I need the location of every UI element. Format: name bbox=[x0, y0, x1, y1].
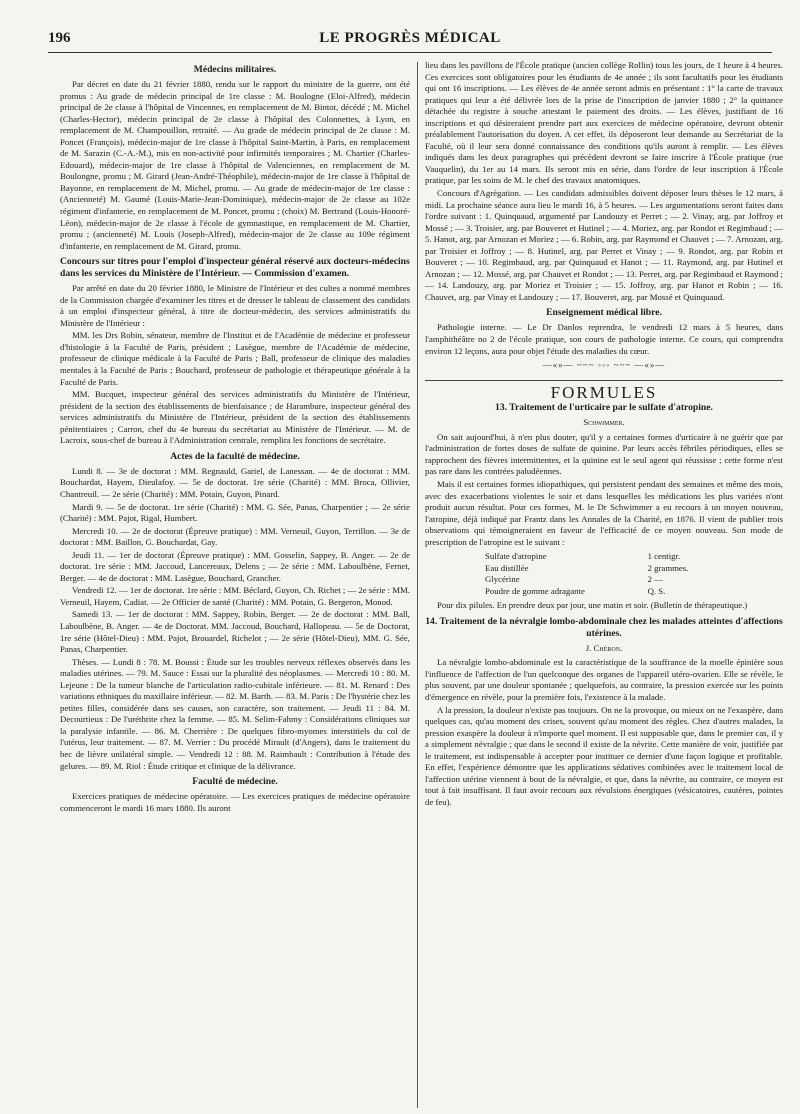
section-heading-concours: Concours sur titres pour l'emploi d'inspecteur général réservé aux docteurs-médecins dans les services du Ministère de l'Intérieur. — Commission d'examen. bbox=[60, 256, 410, 280]
formula-14-title: 14. Traitement de la névralgie lombo-abdominale chez les malades atteintes d'affections utérines. bbox=[425, 615, 783, 639]
section-heading-actes: Actes de la faculté de médecine. bbox=[170, 450, 300, 462]
recipe-row bbox=[485, 586, 715, 598]
recipe-row bbox=[485, 563, 715, 575]
formula-13-title: 13. Traitement de l'urticaire par le sulfate d'atropine. bbox=[495, 402, 713, 414]
faculte-continuation: lieu dans les pavillons de l'École pratique (ancien collège Rollin) tous les jours, de 1 heure à 4 heures. Ces exercices sont obligatoires pour les étudiants de 4e année ; ils sont facultatifs pour les étudiants qui ont 16 inscriptions. — Les élèves de 4e année seront admis en présentant : 1° la carte de travaux pratiques qui leur a été délivrée lors de la prise de l'inscription de janvier 1880 ; 2° la quittance détachée du registre à souche attestant le paiement des droits. — Les élèves, justifiant de 16 inscriptions et qui désireraient prendre part aux exercices de médecine opératoire, devront obtenir préalablement l'autorisation du doyen. A cet effet, ils déposeront leur demande au Secrétariat de la Faculté, où il leur sera donné connaissance des conditions qu'ils auront à remplir. — Les élèves indiqués dans les deux paragraphes qui précèdent devront se faire inscrire à l'École pratique (rue Vauquelin), du 1er au 14 mars. Ils seront mis en série, dans l'ordre de leur inscription à l'École pratique, par les soins de M. le chef des travaux anatomiques. bbox=[425, 60, 783, 186]
agregation-text: Concours d'Agrégation. — Les candidats admissibles doivent déposer leurs thèses le 12 mars, à midi. La prochaine séance aura lieu le mardi 16, à 5 heures. — Les argumentations seront faites dans l'ordre suivant : 1. Quinquaud, argumenté par Landouzy et Perret ; — 2. Vinay, arg. par Joffroy et Mossé ; — 3. Troisier, arg. par Bouveret et Hutinel ; — 4. Moriez, arg. par Rondot et Regimbaud ; — 5. Hanot, arg. par Arnozan et Moriez ; — 6. Robin, arg. par Raymond et Chauvet ; — 7. Arnozan, arg. par Troisier et Joffroy ; — 8. Hutinel, arg. par Perret et Vinay ; — 9. Rondot, arg. par Robin et Bouveret ; — 10. Regimbaud, arg. par Quinquaud et Hanot ; — 11. Raymond, arg. par Hutinel et Arnozan ; — 12. Mossé, arg. par Chauvet et Rondot ; — 13. Perret, arg. par Regimbaud et Raymond ; — 14. Landouzy, arg. par Moriez et Troisier ; — 15. Joffroy, arg. par Hanot et Robin ; — 16. Chauvet, arg. par Vinay et Landouzy ; — 17. Bouveret, arg. par Mossé et Quinquaud. bbox=[425, 188, 783, 302]
recipe-quantity: 2 grammes. bbox=[647, 562, 689, 573]
faculte-text: Exercices pratiques de médecine opératoire. — Les exercices pratiques de médecine opératoire commenceront le mardi 16 mars 1880. Ils auront bbox=[60, 791, 410, 813]
recipe-item: Sulfate d'atropine bbox=[485, 551, 547, 562]
formules-heading: FORMULES bbox=[425, 380, 783, 399]
section-heading-faculte: Faculté de médecine. bbox=[192, 776, 278, 788]
theses-entry: Thèses. — Lundi 8 : 78. M. Boussi : Étude sur les troubles nerveux réflexes observés dans les maladies utérines. — 79. M. Sauce : Essai sur la pluralité des néoplasmes. — Mercredi 10 : 80. M. Lejeune : De la tumeur blanche de l'articulation radio-cubitale inférieure. — 81. M. Renard : Des variations ethniques du maxillaire inférieur. — 82. M. Barth. — 83. M. Paris : De l'hystérie chez les petites filles, considérée dans ses causes, son caractère, son traitement. — Jeudi 11 : 84. M. Decourtieux : De l'uréthrite chez la femme. — 85. M. Selim-Fahmy : Considérations cliniques sur la paralysie infantile. — 86. M. Cherrière : De quelques fibro-myomes interstitiels du col de l'utérus, leur traitement. — 87. M. Verrier : Du procédé Mirault (d'Angers), dans le traitement du bec de lièvre unilatéral simple. — Vendredi 12 : 88. M. Raimbault : Contribution à l'étude des gelures. — 89. M. Riol : Étude critique et clinique de la délivrance. bbox=[60, 656, 410, 771]
concours-paragraph-3: MM. Bucquet, inspecteur général des services administratifs du Ministère de l'Intérieur, président de la section des établissements de bienfaisance ; de Harambure, inspecteur général des services administratifs du Ministère de l'Intérieur, président de la section des établissements pénitentiaires ; Carron, chef du 4e bureau du secrétariat au Ministère de l'Intérieur. — M. de Lacroix, sous-chef de bureau à l'Administration centrale, remplira les fonctions de secrétaire. bbox=[60, 389, 410, 446]
militaires-text: Par décret en date du 21 février 1880, rendu sur le rapport du ministre de la guerre, ont été promus : Au grade de médecin principal de 1re classe : M. Boulogne (Eloi-Alfred), médecin principal de 2e classe à l'hôpital de Vincennes, en remplacement de M. Bintot, décédé ; M. Michel (Charles-Hector), médecin principal de 2e classe à l'hôpital des Colonnettes, à Lyon, en remplacement de M. Champouillon, retraité. — Au grade de médecin principal de 2e classe : M. Poncet (François), médecin-major de 1re classe à l'hôpital Saint-Martin, à Paris, en remplacement de M. Sarazin (C.-A.-M.), mis en non-activité pour infirmités temporaires ; M. Chartier (Charles-Edouard), médecin-major de 1re classe à l'hôpital de Valenciennes, en remplacement de M. Boulongne, promu ; M. Girard (Jean-André-Théophile), médecin-major de 1re classe à l'hôpital de Bayonne, en remplacement de M. Michel, promu. — Au grade de médecin-major de 1re classe : (Ancienneté) M. Gaumé (Louis-Marie-Jean-Dominique), médecin-major de 2e classe au 102e régiment d'infanterie, en remplacement de M. Poncet, promu ; (choix) M. Bertrand (Louis-Honoré-Léon), médecin-major de 2e classe à l'école de gymnastique, en remplacement de M. Chartier, promu ; (ancienneté) M. Louis (Joseph-Alfred), médecin-major de 2e classe au 109e régiment d'infanterie, en remplacement de M. Girard, promu. bbox=[60, 79, 410, 251]
page-number: 196 bbox=[48, 30, 71, 46]
left-column bbox=[60, 60, 410, 1110]
recipe-item: Glycérine bbox=[485, 574, 520, 585]
formula-13-paragraph-2: Mais il est certaines formes idiopathiques, qui persistent pendant des semaines et même des mois, avec des exacerbations violentes le soir et dans lesquelles les médications les plus variées n'ont produit aucun résultat. Pour ces formes, M. le Dr Schwimmer a eu recours à un moyen nouveau, l'atropine, déjà indiqué par Frantz dans les Annales de la Charité, en 1876. Il vient de publier trois observations qui témoigneraient en faveur de l'efficacité de ce moyen nouveau. Son mode de prescription de l'atropine est le suivant : bbox=[425, 478, 783, 547]
recipe-quantity: Q. S. bbox=[647, 585, 666, 596]
session-entry: Jeudi 11. — 1er de doctorat (Épreuve pratique) : MM. Gosselin, Sappey, B. Anger. — 2e de doctorat. 1re série : MM. Jaccoud, Lancereaux, Delens ; — 2e série : MM. Laboulbène, Fernet, Berger. — 4e de doctorat : MM. Lasègue, Bouchard, Grancher. bbox=[60, 549, 410, 583]
enseignement-text: Pathologie interne. — Le Dr Danlos reprendra, le vendredi 12 mars à 5 heures, dans l'amphithéâtre no 2 de l'école pratique, son cours de pathologie interne. Ce cours, qui comprendra environ 12 leçons, aura pour objet l'étude des maladies du cœur. bbox=[425, 322, 783, 356]
session-entry: Samedi 13. — 1er de doctorat : MM. Sappey, Robin, Berger. — 2e de doctorat : MM. Ball, Laboulbène, B. Anger. — 4e de Doctorat. MM. Jaccoud, Bouchard, Hallopeau. — 5e de Doctorat, 1re série (Hôtel-Dieu) : MM. Pajot, Brouardel, Richelot ; — 2e série (Hôtel-Dieu), MM. G. Sée, Panas, Charpentier. bbox=[60, 609, 410, 655]
recipe-row bbox=[485, 574, 715, 586]
page-header bbox=[48, 30, 772, 53]
concours-paragraph-1: Par arrêté en date du 20 février 1880, le Ministre de l'Intérieur et des cultes a nommé membres de la Commission chargée d'examiner les titres et de dresser le tableau de classement des candidats à un emploi d'inspecteur général, à titre de docteur-médecin, des services administratifs du Ministère de l'Intérieur : bbox=[60, 283, 410, 328]
ornamental-divider: —«»— ~~~ ◦◦◦ ~~~ —«»— bbox=[542, 360, 666, 371]
journal-title: LE PROGRÈS MÉDICAL bbox=[319, 30, 501, 46]
recipe-quantity: 2 — bbox=[647, 574, 663, 585]
session-entry: Mercredi 10. — 2e de doctorat (Épreuve pratique) : MM. Verneuil, Guyon, Terrillon. — 3e de doctorat : MM. Baillon, G. Bouchardat, Gay. bbox=[60, 525, 410, 548]
formula-13-paragraph-1: On sait aujourd'hui, à n'en plus douter, qu'il y a certaines formes d'urticaire à ne guérir que par l'administration de fortes doses de sulfate de quinine. Par leurs accès fébriles périodiques, elles se rapprochent des fièvres intermittentes, et la quinine est le seul agent qui réussisse ; cette forme n'est pas rare dans les contrées paludéennes. bbox=[425, 431, 783, 477]
concours-paragraph-2: MM. les Drs Robin, sénateur, membre de l'Institut et de l'Académie de médecine et professeur d'histologie à la Faculté de Paris, président ; Lasègue, membre de l'Académie de médecine, professeur de clinique médicale à la Faculté de Paris ; Ball, professeur de clinique des maladies mentales à la Faculté de Paris ; Bouchard, professeur de pathologie et thérapeutique générale à la Faculté de Paris. bbox=[60, 330, 410, 387]
recipe-item: Poudre de gomme adragante bbox=[485, 585, 585, 596]
section-heading-enseignement: Enseignement médical libre. bbox=[546, 307, 662, 319]
section-heading-militaires: Médecins militaires. bbox=[193, 64, 277, 75]
formula-14-paragraph-1: La névralgie lombo-abdominale est la caractéristique de la souffrance de la moelle épinière sous l'influence de l'affection de l'un quelconque des organes de l'appareil utéro-ovarien. Elle se révèle, le plus souvent, par une douleur spontanée ; quelquefois, au contraire, la pression exercée sur les points d'émergence en révèle, pour la première fois, l'existence à la malade. bbox=[425, 657, 783, 702]
right-column bbox=[425, 60, 783, 1110]
recipe-item: Eau distillée bbox=[485, 562, 529, 573]
recipe-quantity: 1 centigr. bbox=[647, 551, 681, 562]
session-entry: Vendredi 12. — 1er de doctorat. 1re série : MM. Béclard, Guyon, Ch. Richet ; — 2e série : MM. Verneuil, Hayem, Cadiat. — 2e Officier de santé (Charité) : MM. Potain, G. Bergeron, Monod. bbox=[60, 585, 410, 607]
recipe-row bbox=[485, 551, 715, 563]
formula-13-author: Schwimmer. bbox=[583, 417, 625, 428]
formula-14-paragraph-2: A la pression, la douleur n'existe pas toujours. On ne la provoque, ou mieux on ne l'exaspère, dans quelques cas, qu'au moment des crises, souvent qu'au moment des règles. Chez d'autres malades, la pression exaspère la douleur à n'importe quel moment. Il est supposable que, dans le premier cas, il y a simplement névralgie ; que dans le second il existe de la névrite. Cette manière de voir, justifiée par le traitement, est indispensable à accepter pour instituer ce dernier d'une façon logique et profitable. En effet, l'expérience démontre que les applications sédatives combinées avec le traitement local de l'affection utérine viennent à bout de la névralgie, et que, dans la névrite, au contraire, ce moyen est tout à fait insuffisant. Il faut avoir recours aux révulsions énergiques (vésicatoires, cautères, pointes de feu). bbox=[425, 704, 783, 807]
column-divider bbox=[417, 62, 418, 1108]
formula-13-paragraph-3: Pour dix pilules. En prendre deux par jour, une matin et soir. (Bulletin de thérapeutique.) bbox=[437, 600, 748, 611]
formula-14-author: J. Chéron. bbox=[585, 642, 623, 653]
session-entry: Mardi 9. — 5e de doctorat. 1re série (Charité) : MM. G. Sée, Panas, Charpentier ; — 2e série (Charité) : MM. Pajot, Rigal, Humbert. bbox=[60, 501, 410, 524]
recipe-table bbox=[485, 551, 715, 597]
session-entry: Lundi 8. — 3e de doctorat : MM. Regnauld, Gariel, de Lanessan. — 4e de doctorat : MM. Bouchardat, Hayem, Dieulafoy. — 5e de doctorat. 1re série (Charité) : MM. Broca, Ollivier, Chantreuil. — 2e série (Charité) : MM. Potain, Guyon, Pinard. bbox=[60, 465, 410, 499]
